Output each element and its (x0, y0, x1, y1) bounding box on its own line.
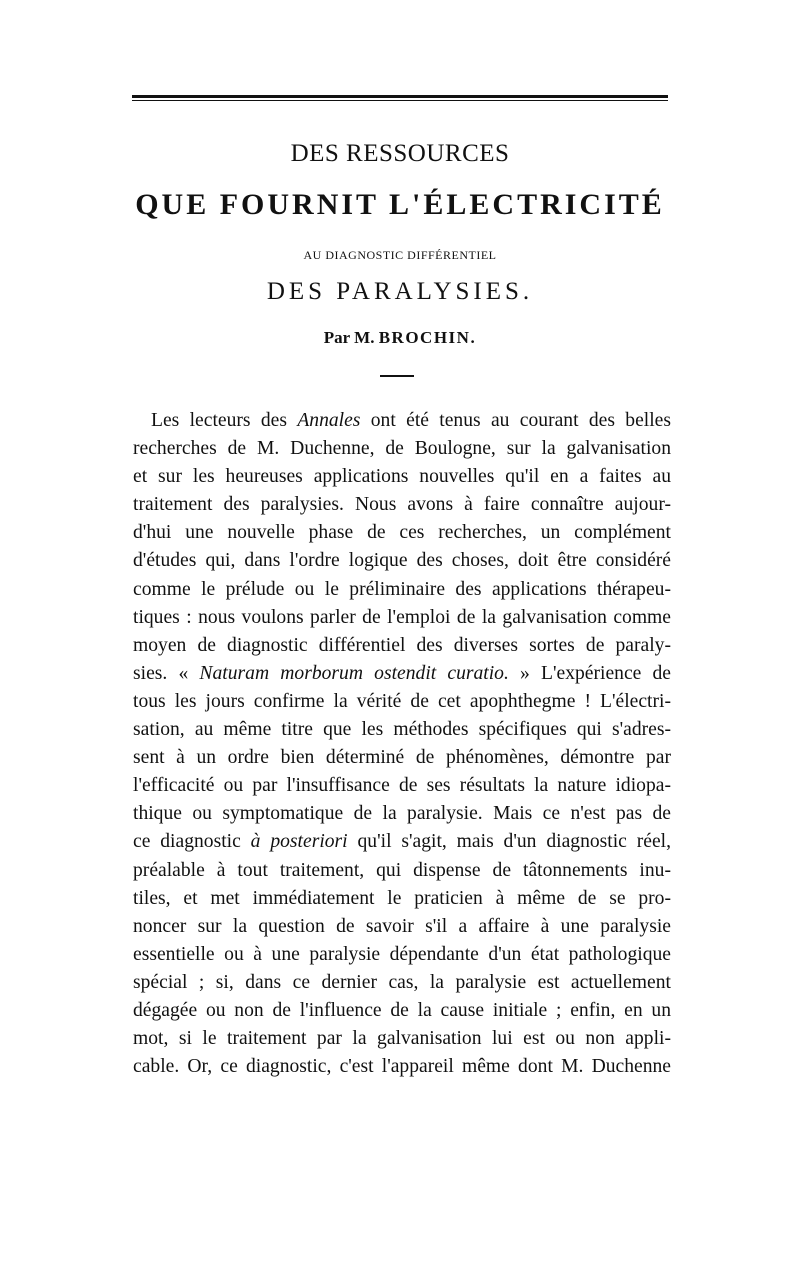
text-line: d'hui une nouvelle phase de ces recherches, un complément (133, 522, 671, 544)
text-line: comme le prélude ou le préliminaire des applications thérapeu- (133, 578, 671, 600)
text-line: sation, au même titre que les méthodes spécifiques qui s'adres- (133, 719, 671, 741)
text-line: essentielle ou à une paralysie dépendante d'un état pathologique (133, 943, 671, 965)
text-line: tiques : nous voulons parler de l'emploi de la galvanisation comme (133, 606, 671, 628)
text-line: sent à un ordre bien déterminé de phénomènes, démontre par (133, 747, 671, 769)
text-line: mot, si le traitement par la galvanisation lui est ou non appli- (133, 1028, 671, 1050)
title-line-4: DES PARALYSIES. (266, 278, 534, 305)
text-line: sies. « Naturam morborum ostendit curatio. » L'expérience de (133, 662, 671, 684)
text-line: moyen de diagnostic différentiel des diverses sortes de paraly- (133, 634, 671, 656)
text-line: et sur les heureuses applications nouvelles qu'il en a faites au (133, 466, 671, 488)
title-line-1: DES RESSOURCES (290, 140, 510, 167)
text-line: tiles, et met immédiatement le praticien à même de se pro- (133, 887, 671, 909)
text-line: tous les jours confirme la vérité de cet apophthegme ! L'électri- (133, 690, 671, 712)
title-line-2: QUE FOURNIT L'ÉLECTRICITÉ (135, 188, 665, 221)
text-line: cable. Or, ce diagnostic, c'est l'appareil même dont M. Duchenne (133, 1056, 671, 1078)
author-byline (0, 328, 800, 348)
text-line: préalable à tout traitement, qui dispense de tâtonnements inu- (133, 859, 671, 881)
text-line: noncer sur la question de savoir s'il a affaire à une paralysie (133, 915, 671, 937)
top-rule (132, 95, 668, 101)
text-line: recherches de M. Duchenne, de Boulogne, sur la galvanisation (133, 438, 671, 460)
text-line: dégagée ou non de l'influence de la cause initiale ; enfin, en un (133, 999, 671, 1021)
text-line: ce diagnostic à posteriori qu'il s'agit, mais d'un diagnostic réel, (133, 831, 672, 853)
text-line: d'études qui, dans l'ordre logique des choses, doit être considéré (133, 550, 671, 572)
title-line-3: AU DIAGNOSTIC DIFFÉRENTIEL (303, 248, 497, 262)
text-line: spécial ; si, dans ce dernier cas, la paralysie est actuellement (133, 971, 671, 993)
text-line: traitement des paralysies. Nous avons à faire connaître aujour- (133, 494, 671, 516)
separator-rule (380, 375, 414, 377)
author-name: BROCHIN. (378, 328, 477, 347)
text-line: Les lecteurs des Annales ont été tenus au courant des belles (151, 410, 672, 431)
text-line: thique ou symptomatique de la paralysie. Mais ce n'est pas de (133, 803, 671, 825)
author-prefix: Par M. (323, 328, 375, 347)
text-line: l'efficacité ou par l'insuffisance de ses résultats la nature idiopa- (133, 775, 671, 797)
body-paragraph (133, 407, 671, 1081)
